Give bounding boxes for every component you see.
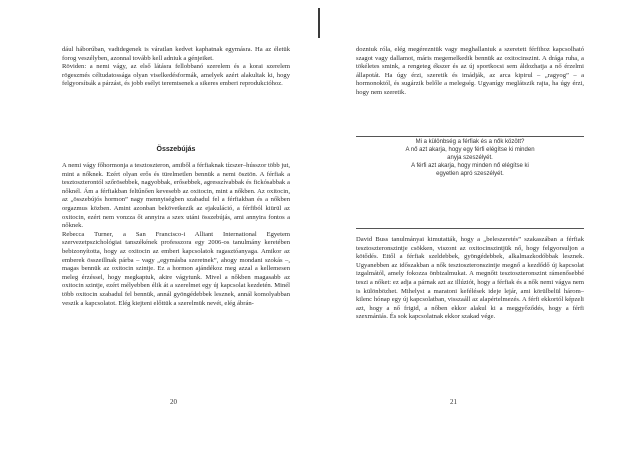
page-number-right: 21 [450,398,457,406]
left-page [0,0,318,452]
quote-bottom-rule [356,228,584,229]
left-top-paragraphs: dául háborúban, vadidegenek is váratlan kedvet kaphatnak egymásra. Ha az életük forog veszélyben, azonnal tovább kell adniuk a génjeiket. Röviden: a nemi vágy, az első látásra fellobbanó szerelem és a korai szerelem rögeszmés céltudatossága olyan viselkedésformák, amelyek azért alakultak ki, hogy felgyorsítsák a párzást, és jobb esélyt teremtsenek a sikeres emberi reprodukcióhoz. [62,46,290,88]
right-body-paragraph: David Buss tanulmányai kimutatták, hogy a „beleszeretés” szakaszában a férfiak tesztoszteronszintje csökken, viszont az oxitocinszintjük nő, hogy felgyorsuljon a kötődés. Ettől a férfiak szeldebbek, gyöngédebbek, alkalmazkodóbbak lesznek. Ugyanebben az időszakban a nők tesztoszteronszintje megnő a kezdődő új kapcsolat izgalmától, amely fokozza önbizalmukat. A megnőtt tesztoszteronszint rámenősebbé teszi a nőket: ez adja a párnak azt az illúziót, hogy a férfiak és a nők nemi vágya nem is különbözhet. Mihelyst a maratoni kefélések ideje lejár, ami körülbelül három–kilenc hónap egy új kapcsolatban, visszaáll az alapértelmezés. A férfi ekkortól képzeli azt, hogy a nő frigid, a nőben ekkor alakul ki a meggyőződés, hogy a férfi szexmániás. És sok kapcsolatnak ekkor szakad vége. [356,236,584,321]
section-heading: Összebújás [156,146,196,153]
page-number-left: 20 [170,398,177,406]
left-body-paragraphs: A nemi vágy főhormonja a tesztoszteron, amiből a férfiaknak tízszer–hússzor több jut, mint a nőknek. Ezért olyan erős és türelmetlen bennük a nemi ösztön. A férfiak a tesztoszterontól szőrösebbek, nagyobbak, erősebbek, agresszívabbak és fickósabbak a nőknél. Ám a férfiakban feltűnően kevesebb az oxitocin, mint a nőkben. Az oxitocin, az „összebújós hormon” nagy mennyiségben szabadul fel a férfiakban és a nőkben orgazmus közben. Amint azonban bekövetkezik az ejakuláció, a férfiból kiürül az oxitocin, ezért nem vonzza őt annyira a szex utáni összebújás, ami annyira fontos a nőknek. Rebecca Turner, a San Francisco-i Alliant International Egyetem szervezetpszichológiai tanszékének professzora egy 2006-os tanulmány keretében bebizonyította, hogy az oxitocin az emberi kapcsolatok ragasztóanyaga. Amikor az emberek összeillnak párba – vagy „egymásba szeretnek”, ahogy mondani szokás –, magas bennük az oxitocin szintje. Ez a hormon ajándékoz meg azzal a kellemesen meleg érzéssel, hogy megkaptuk, akire vágytunk. Mivel a nőkben magasabb az oxitocin szintje, ezért mélyebben élik át a szerelmet egy új kapcsolat kezdetén. Minél több oxitocin szabadul fel bennük, annál gyöngédebbek lesznek, annál komolyabban veszik a kapcsolatot. Elég kiejteni előttük a szerelmük nevét, elég ábrán- [62,162,290,307]
boxed-quote: Mi a különbség a férfiak és a nők között? A nő azt akarja, hogy egy férfi elégítse ki minden anyja szeszélyét. A férfi azt akarja, hogy minden nő elégítse ki egyetlen apró szeszélyét. [405,139,535,177]
right-page [320,0,638,452]
quote-top-rule [356,136,584,137]
right-top-paragraph: dozniuk róla, elég megérezniük vagy meghallaniuk a szeretett férfihoz kapcsolható szagot vagy dallamot, máris megemelkedik bennük az oxitocinszint. A drága ruha, a tökéletes smink, a rengeteg ékszer és az új sportkocsi sem áldozhatja a nő érzelmi állapotát. Ha úgy érzi, szeretik és imádják, az arca kipirul – „ragyog” – a hormonoktól, és sugárzik belőle a melegség. Ugyanígy meglátszik rajta, ha úgy érzi, hogy nem szeretik. [356,46,584,96]
